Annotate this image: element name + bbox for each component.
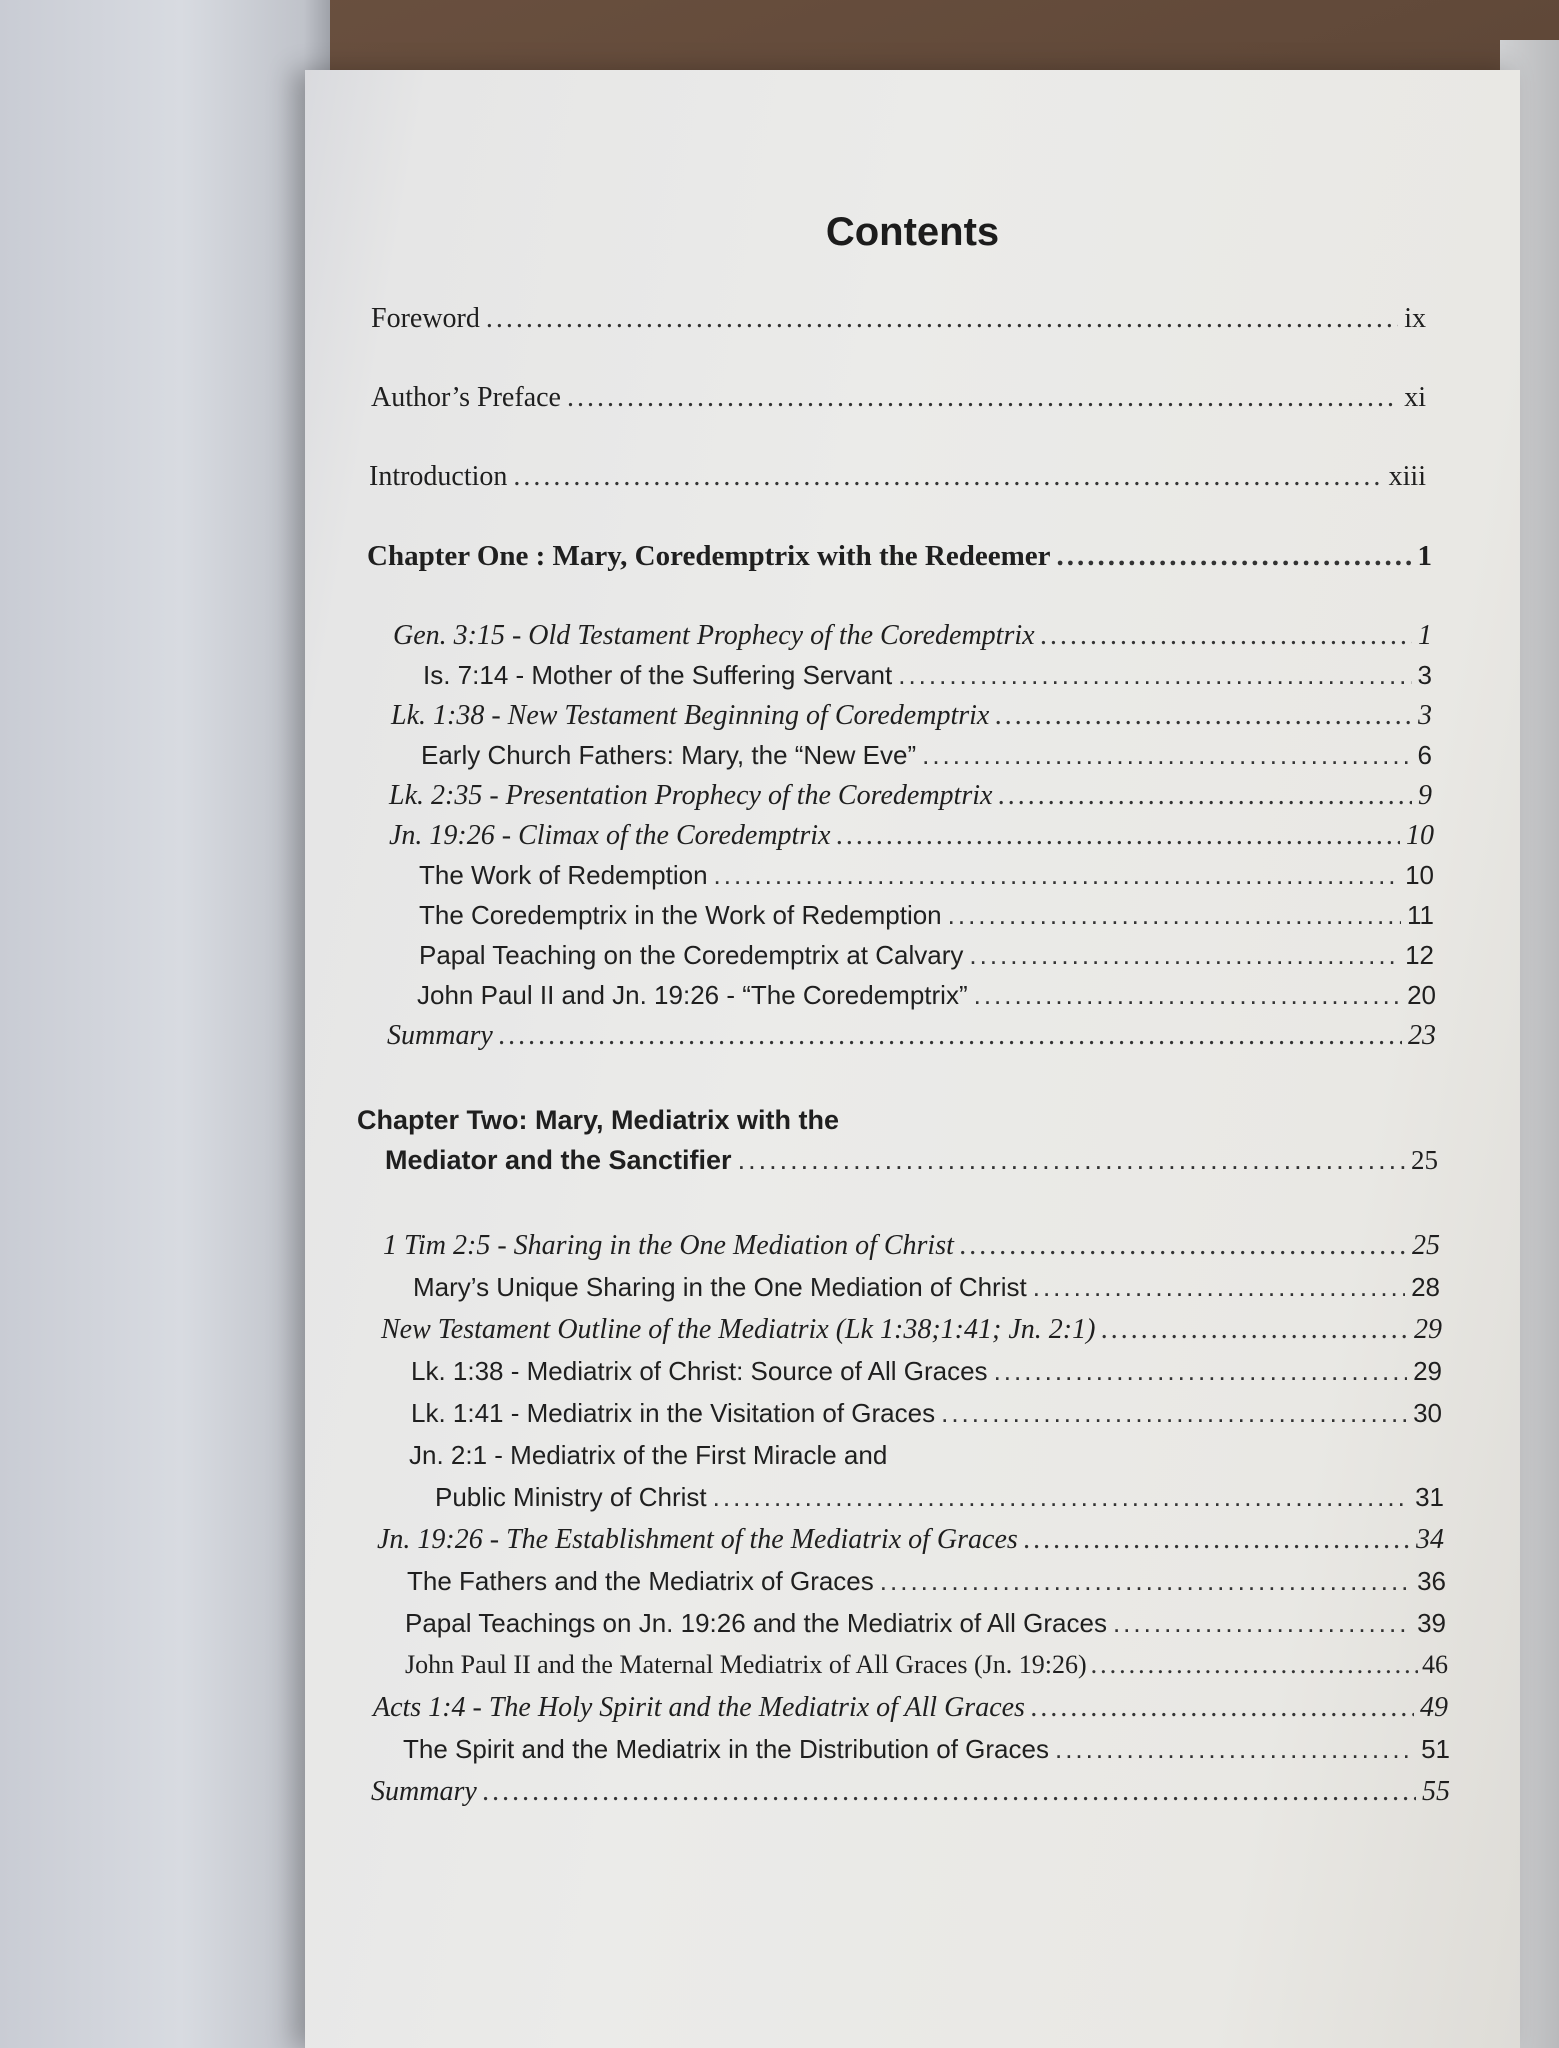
toc-entry-page: 3 — [1417, 660, 1432, 690]
toc-entry-title: The Spirit and the Mediatrix in the Distribution of Graces — [403, 1734, 1049, 1764]
toc-entry — [389, 820, 1434, 852]
toc-chapter-two-line1: Chapter Two: Mary, Mediatrix with the — [357, 1105, 840, 1135]
toc-entry-title: Is. 7:14 - Mother of the Suffering Servant — [423, 660, 893, 690]
toc-entry-title: Introduction — [369, 461, 508, 492]
toc-entry-title: Early Church Fathers: Mary, the “New Eve” — [421, 740, 917, 770]
toc-entry-page: 39 — [1417, 1608, 1446, 1638]
page-title: Contents — [825, 210, 1000, 254]
toc-entry-page: 25 — [1412, 1230, 1440, 1261]
toc-entry-page: 20 — [1407, 980, 1436, 1010]
toc-entry — [419, 900, 1434, 931]
toc-entry — [419, 940, 1434, 971]
toc-entry-line1: Jn. 2:1 - Mediatrix of the First Miracle and — [409, 1440, 888, 1470]
toc-entry-title: 1 Tim 2:5 - Sharing in the One Mediation of Christ — [383, 1230, 954, 1261]
toc-chapter-two — [385, 1145, 1438, 1176]
toc-entry-page: 9 — [1418, 780, 1432, 811]
toc-entry-title: John Paul II and the Maternal Mediatrix of All Graces (Jn. 19:26) — [405, 1650, 1087, 1679]
toc-entry-title: Author’s Preface — [371, 382, 561, 413]
toc-entry-title: Summary — [371, 1776, 477, 1807]
toc-entry-title: Jn. 19:26 - The Establishment of the Mediatrix of Graces — [377, 1524, 1018, 1555]
toc-entry-page: 30 — [1413, 1398, 1442, 1428]
toc-entry-page: 55 — [1422, 1776, 1450, 1807]
toc-entry — [405, 1650, 1448, 1680]
toc-entry-title: Lk. 2:35 - Presentation Prophecy of the Coredemptrix — [389, 780, 993, 811]
toc-entry — [389, 780, 1432, 812]
toc-entry-page: 29 — [1414, 1314, 1442, 1345]
toc-entry-title: New Testament Outline of the Mediatrix (Lk 1:38;1:41; Jn. 2:1) — [381, 1314, 1096, 1345]
toc-entry — [377, 1524, 1444, 1556]
toc-entry-summary — [371, 1776, 1450, 1808]
toc-entry-page: 1 — [1417, 540, 1432, 572]
toc-entry-title: Papal Teaching on the Coredemptrix at Calvary — [419, 940, 964, 970]
toc-entry-title: The Fathers and the Mediatrix of Graces — [407, 1566, 874, 1596]
toc-entry-introduction — [369, 461, 1426, 493]
toc-entry — [421, 740, 1432, 771]
toc-entry-title: Lk. 1:41 - Mediatrix in the Visitation of Graces — [411, 1398, 936, 1428]
toc-entry-page: xi — [1404, 382, 1426, 413]
toc-entry — [393, 620, 1432, 652]
toc-entry — [381, 1314, 1442, 1346]
toc-entry — [435, 1482, 1444, 1513]
toc-entry-summary — [387, 1020, 1436, 1052]
toc-entry — [403, 1734, 1450, 1765]
toc-entry-page: 6 — [1417, 740, 1432, 770]
toc-entry-authors-preface — [371, 382, 1426, 414]
toc-entry — [413, 1272, 1440, 1303]
toc-entry-title: Foreword — [371, 303, 480, 334]
toc-entry — [391, 700, 1432, 732]
toc-entry-title: Public Ministry of Christ — [435, 1482, 707, 1512]
toc-entry-title: Mediator and the Sanctifier — [385, 1145, 732, 1175]
toc-entry-title: Chapter One : Mary, Coredemptrix with the Redeemer — [367, 540, 1051, 572]
toc-entry-page: 46 — [1422, 1650, 1448, 1679]
toc-entry-page: 28 — [1411, 1272, 1440, 1302]
left-page — [0, 0, 330, 2048]
toc-entry-title: Mary’s Unique Sharing in the One Mediation of Christ — [413, 1272, 1027, 1302]
toc-entry-title: Summary — [387, 1020, 493, 1051]
toc-entry-title: Jn. 19:26 - Climax of the Coredemptrix — [389, 820, 831, 851]
toc-entry — [407, 1566, 1446, 1597]
toc-entry-page: 29 — [1413, 1356, 1442, 1386]
toc-entry — [405, 1608, 1446, 1639]
toc-entry-page: 1 — [1418, 620, 1432, 651]
toc-entry-page: 23 — [1408, 1020, 1436, 1051]
toc-entry — [411, 1356, 1442, 1387]
toc-entry-title: Lk. 1:38 - New Testament Beginning of Coredemptrix — [391, 700, 990, 731]
toc-entry-page: 10 — [1406, 820, 1434, 851]
toc-entry-title: Lk. 1:38 - Mediatrix of Christ: Source of All Graces — [411, 1356, 988, 1386]
toc-entry-title: Gen. 3:15 - Old Testament Prophecy of the Coredemptrix — [393, 620, 1035, 651]
toc-entry — [411, 1398, 1442, 1429]
toc-entry-page: 31 — [1415, 1482, 1444, 1512]
toc-entry-title: The Work of Redemption — [419, 860, 708, 890]
toc-entry-page: 51 — [1421, 1734, 1450, 1764]
toc-entry-page: 36 — [1417, 1566, 1446, 1596]
toc-entry — [419, 860, 1434, 891]
toc-entry-page: 10 — [1405, 860, 1434, 890]
toc-entry-page: 12 — [1405, 940, 1434, 970]
toc-entry-page: 11 — [1407, 900, 1434, 930]
toc-entry-page: 25 — [1411, 1145, 1438, 1175]
toc-entry-page: 49 — [1420, 1692, 1448, 1723]
toc-entry-page: 34 — [1416, 1524, 1444, 1555]
toc-entry-title: John Paul II and Jn. 19:26 - “The Coredemptrix” — [417, 980, 968, 1010]
toc-entry — [417, 980, 1436, 1011]
toc-entry-title: The Coredemptrix in the Work of Redemption — [419, 900, 942, 930]
toc-entry — [373, 1692, 1448, 1724]
toc-entry-page: 3 — [1418, 700, 1432, 731]
contents-page — [305, 70, 1520, 2048]
toc-entry-title: Acts 1:4 - The Holy Spirit and the Mediatrix of All Graces — [373, 1692, 1025, 1723]
toc-entry-page: xiii — [1388, 461, 1426, 492]
toc-entry-page: ix — [1404, 303, 1426, 334]
toc-chapter-one — [367, 540, 1432, 573]
toc-entry — [383, 1230, 1440, 1262]
toc-entry — [423, 660, 1432, 691]
toc-entry-foreword — [371, 303, 1426, 335]
toc-entry-title: Papal Teachings on Jn. 19:26 and the Mediatrix of All Graces — [405, 1608, 1107, 1638]
